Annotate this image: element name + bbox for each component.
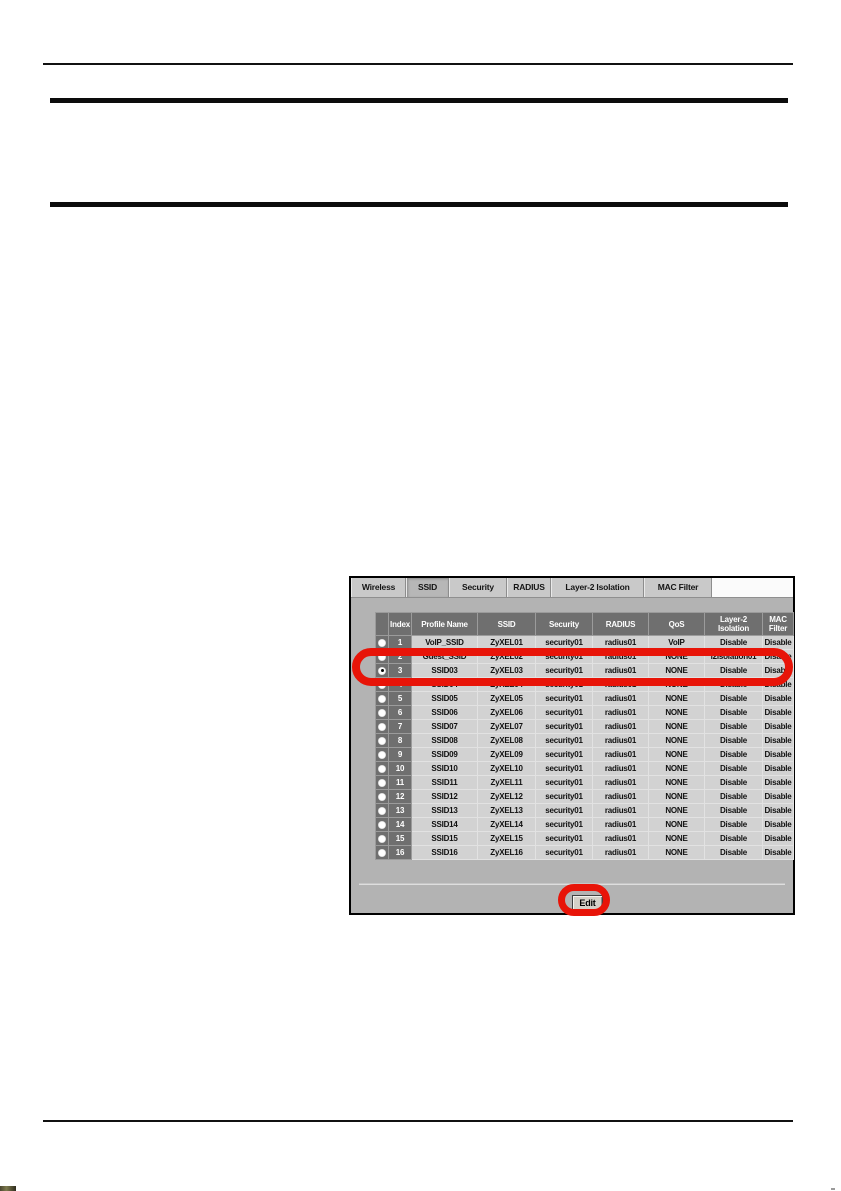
cell-radius: radius01 — [593, 818, 649, 832]
row-radio-cell[interactable] — [376, 734, 389, 748]
table-row — [376, 832, 794, 846]
cell-security: security01 — [536, 706, 593, 720]
cell-mac: Disable — [763, 636, 794, 650]
radio-icon[interactable] — [378, 737, 386, 745]
cell-mac: Disable — [763, 762, 794, 776]
tab-security[interactable]: Security — [449, 578, 507, 597]
table-row — [376, 804, 794, 818]
column-header-radio — [376, 613, 389, 636]
cell-profile: SSID12 — [412, 790, 478, 804]
row-radio-cell[interactable] — [376, 818, 389, 832]
cell-mac: Disable — [763, 734, 794, 748]
cell-qos: NONE — [649, 832, 705, 846]
cell-ssid: ZyXEL11 — [478, 776, 536, 790]
cell-mac: Disable — [763, 832, 794, 846]
cell-radius: radius01 — [593, 678, 649, 692]
cell-l2: Disable — [705, 706, 763, 720]
cell-l2: Disable — [705, 818, 763, 832]
radio-icon[interactable] — [378, 709, 386, 717]
row-radio-cell[interactable] — [376, 846, 389, 860]
cell-qos: NONE — [649, 748, 705, 762]
edit-highlight-annotation — [558, 884, 610, 916]
edit-button[interactable]: Edit — [572, 895, 603, 911]
cell-l2: Disable — [705, 846, 763, 860]
table-row — [376, 790, 794, 804]
cell-profile: SSID08 — [412, 734, 478, 748]
cell-l2: Disable — [705, 664, 763, 678]
row-radio-cell[interactable] — [376, 706, 389, 720]
cell-mac: Disable — [763, 650, 794, 664]
cell-profile: SSID16 — [412, 846, 478, 860]
cell-ssid: ZyXEL16 — [478, 846, 536, 860]
footer-rule — [43, 1120, 793, 1122]
cell-security: security01 — [536, 818, 593, 832]
row3-highlight-annotation — [352, 648, 793, 686]
cell-ssid: ZyXEL04 — [478, 678, 536, 692]
column-header-l2: Layer-2 Isolation — [705, 613, 763, 636]
column-header-index: Index — [389, 613, 412, 636]
cell-l2: Disable — [705, 790, 763, 804]
cell-security: security01 — [536, 762, 593, 776]
cell-profile: SSID14 — [412, 818, 478, 832]
table-row — [376, 846, 794, 860]
row-radio-cell[interactable] — [376, 804, 389, 818]
row-radio-cell[interactable] — [376, 762, 389, 776]
cell-ssid: ZyXEL14 — [478, 818, 536, 832]
cell-profile: SSID09 — [412, 748, 478, 762]
cell-mac: Disable — [763, 804, 794, 818]
cell-index: 12 — [389, 790, 412, 804]
cell-qos: NONE — [649, 762, 705, 776]
cell-index: 6 — [389, 706, 412, 720]
cell-qos: NONE — [649, 706, 705, 720]
cell-profile: SSID04 — [412, 678, 478, 692]
table-row — [376, 734, 794, 748]
cell-profile: SSID07 — [412, 720, 478, 734]
cell-mac: Disable — [763, 748, 794, 762]
cell-radius: radius01 — [593, 650, 649, 664]
cell-index: 10 — [389, 762, 412, 776]
cell-security: security01 — [536, 650, 593, 664]
cell-profile: SSID06 — [412, 706, 478, 720]
cell-qos: VoIP — [649, 636, 705, 650]
cell-qos: NONE — [649, 650, 705, 664]
column-header-mac: MAC Filter — [763, 613, 794, 636]
cell-security: security01 — [536, 678, 593, 692]
router-ui-screenshot — [349, 576, 795, 915]
cell-security: security01 — [536, 734, 593, 748]
cell-radius: radius01 — [593, 804, 649, 818]
cell-l2: Disable — [705, 776, 763, 790]
tab-wireless[interactable]: Wireless — [351, 578, 406, 597]
cell-security: security01 — [536, 664, 593, 678]
cell-qos: NONE — [649, 790, 705, 804]
cell-index: 14 — [389, 818, 412, 832]
cell-mac: Disable — [763, 790, 794, 804]
cell-l2: Disable — [705, 748, 763, 762]
header-rule — [43, 63, 793, 65]
cell-qos: NONE — [649, 678, 705, 692]
cell-l2: Disable — [705, 720, 763, 734]
radio-icon[interactable] — [378, 835, 386, 843]
cell-qos: NONE — [649, 734, 705, 748]
page-corner-artifact-right — [831, 1188, 835, 1190]
cell-radius: radius01 — [593, 692, 649, 706]
column-header-security: Security — [536, 613, 593, 636]
cell-radius: radius01 — [593, 706, 649, 720]
row-radio-cell[interactable] — [376, 832, 389, 846]
cell-qos: NONE — [649, 776, 705, 790]
radio-icon[interactable] — [378, 723, 386, 731]
cell-radius: radius01 — [593, 776, 649, 790]
cell-ssid: ZyXEL07 — [478, 720, 536, 734]
cell-index: 16 — [389, 846, 412, 860]
table-row — [376, 818, 794, 832]
cell-profile: VoIP_SSID — [412, 636, 478, 650]
cell-profile: SSID10 — [412, 762, 478, 776]
cell-radius: radius01 — [593, 720, 649, 734]
cell-ssid: ZyXEL09 — [478, 748, 536, 762]
radio-icon[interactable] — [378, 639, 386, 647]
cell-index: 11 — [389, 776, 412, 790]
cell-index: 2 — [389, 650, 412, 664]
cell-l2: Disable — [705, 832, 763, 846]
table-row — [376, 720, 794, 734]
radio-icon[interactable] — [378, 807, 386, 815]
tab-mac-filter[interactable]: MAC Filter — [644, 578, 712, 597]
row-radio-cell[interactable] — [376, 692, 389, 706]
cell-index: 15 — [389, 832, 412, 846]
cell-profile: SSID11 — [412, 776, 478, 790]
cell-ssid: ZyXEL02 — [478, 650, 536, 664]
tab-ssid[interactable]: SSID — [406, 578, 449, 597]
radio-icon[interactable] — [378, 821, 386, 829]
cell-l2: Disable — [705, 678, 763, 692]
column-header-ssid: SSID — [478, 613, 536, 636]
cell-security: security01 — [536, 832, 593, 846]
cell-ssid: ZyXEL08 — [478, 734, 536, 748]
cell-mac: Disable — [763, 846, 794, 860]
cell-profile: Guest_SSID — [412, 650, 478, 664]
tab-layer-2-isolation[interactable]: Layer-2 Isolation — [551, 578, 644, 597]
cell-mac: Disable — [763, 692, 794, 706]
cell-mac: Disable — [763, 664, 794, 678]
cell-index: 4 — [389, 678, 412, 692]
cell-radius: radius01 — [593, 636, 649, 650]
column-header-qos: QoS — [649, 613, 705, 636]
cell-index: 3 — [389, 664, 412, 678]
cell-ssid: ZyXEL12 — [478, 790, 536, 804]
cell-security: security01 — [536, 636, 593, 650]
radio-icon[interactable] — [378, 779, 386, 787]
cell-ssid: ZyXEL05 — [478, 692, 536, 706]
cell-index: 8 — [389, 734, 412, 748]
cell-ssid: ZyXEL01 — [478, 636, 536, 650]
cell-radius: radius01 — [593, 762, 649, 776]
cell-ssid: ZyXEL13 — [478, 804, 536, 818]
column-header-radius: RADIUS — [593, 613, 649, 636]
tab-bar — [351, 578, 793, 598]
cell-index: 13 — [389, 804, 412, 818]
cell-ssid: ZyXEL06 — [478, 706, 536, 720]
cell-l2: Disable — [705, 804, 763, 818]
cell-radius: radius01 — [593, 748, 649, 762]
cell-qos: NONE — [649, 804, 705, 818]
cell-ssid: ZyXEL15 — [478, 832, 536, 846]
row-radio-cell[interactable] — [376, 776, 389, 790]
cell-l2: Disable — [705, 734, 763, 748]
row-radio-cell[interactable] — [376, 790, 389, 804]
table-row — [376, 762, 794, 776]
cell-security: security01 — [536, 720, 593, 734]
cell-qos: NONE — [649, 846, 705, 860]
cell-security: security01 — [536, 790, 593, 804]
radio-icon[interactable] — [378, 849, 386, 857]
cell-profile: SSID05 — [412, 692, 478, 706]
column-header-profile: Profile Name — [412, 613, 478, 636]
cell-l2: Disable — [705, 762, 763, 776]
radio-icon[interactable] — [378, 793, 386, 801]
cell-radius: radius01 — [593, 664, 649, 678]
cell-radius: radius01 — [593, 832, 649, 846]
tab-radius[interactable]: RADIUS — [507, 578, 551, 597]
row-radio-cell[interactable] — [376, 748, 389, 762]
cell-l2: Disable — [705, 692, 763, 706]
cell-qos: NONE — [649, 720, 705, 734]
section-rule-bottom — [50, 202, 788, 207]
cell-ssid: ZyXEL03 — [478, 664, 536, 678]
cell-security: security01 — [536, 776, 593, 790]
row-radio-cell[interactable] — [376, 720, 389, 734]
cell-index: 7 — [389, 720, 412, 734]
page-corner-artifact-left — [0, 1186, 16, 1191]
cell-profile: SSID03 — [412, 664, 478, 678]
cell-qos: NONE — [649, 818, 705, 832]
radio-icon[interactable] — [378, 695, 386, 703]
cell-radius: radius01 — [593, 846, 649, 860]
cell-radius: radius01 — [593, 790, 649, 804]
cell-index: 5 — [389, 692, 412, 706]
cell-security: security01 — [536, 846, 593, 860]
cell-mac: Disable — [763, 776, 794, 790]
table-row — [376, 748, 794, 762]
radio-icon[interactable] — [378, 751, 386, 759]
cell-qos: NONE — [649, 664, 705, 678]
cell-mac: Disable — [763, 720, 794, 734]
cell-index: 9 — [389, 748, 412, 762]
cell-ssid: ZyXEL10 — [478, 762, 536, 776]
cell-security: security01 — [536, 804, 593, 818]
cell-l2: Disable — [705, 636, 763, 650]
cell-index: 1 — [389, 636, 412, 650]
table-row — [376, 706, 794, 720]
cell-security: security01 — [536, 692, 593, 706]
cell-mac: Disable — [763, 818, 794, 832]
cell-l2: l2isolation01 — [705, 650, 763, 664]
cell-profile: SSID13 — [412, 804, 478, 818]
cell-qos: NONE — [649, 692, 705, 706]
table-header-row — [376, 613, 794, 636]
cell-mac: Disable — [763, 706, 794, 720]
table-row — [376, 692, 794, 706]
section-rule-top — [50, 98, 788, 103]
radio-icon[interactable] — [378, 765, 386, 773]
table-row — [376, 776, 794, 790]
cell-radius: radius01 — [593, 734, 649, 748]
cell-security: security01 — [536, 748, 593, 762]
cell-mac: Disable — [763, 678, 794, 692]
cell-profile: SSID15 — [412, 832, 478, 846]
